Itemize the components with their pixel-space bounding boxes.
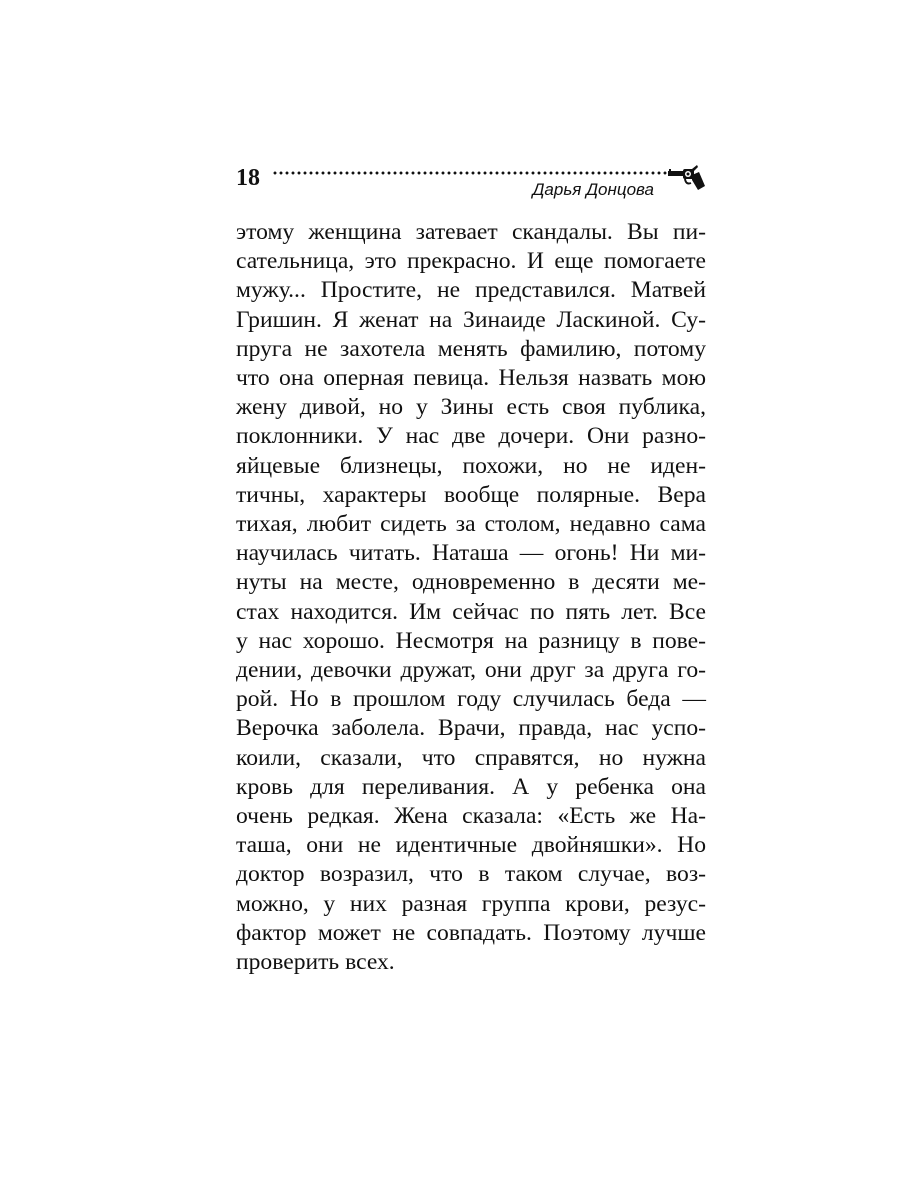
text-line: мужу... Простите, не представился. Матвей	[236, 277, 706, 304]
text-line: яйцевые близнецы, похожи, но не иден-	[236, 452, 706, 479]
text-line: кровь для переливания. А у ребенка она	[236, 773, 706, 800]
text-line: пруга не захотела менять фамилию, потому	[236, 335, 706, 362]
running-header	[236, 160, 706, 200]
text-line: нуты на месте, одновременно в десяти ме-	[236, 569, 706, 596]
text-line: Гришин. Я женат на Зинаиде Ласкиной. Су-	[236, 306, 706, 333]
page-number: 18	[236, 165, 260, 191]
text-line: Верочка заболела. Врачи, правда, нас успо-	[236, 715, 706, 742]
text-line: можно, у них разная группа крови, резус-	[236, 890, 706, 917]
text-line: поклонники. У нас две дочери. Они разно-	[236, 423, 706, 450]
text-line: тичны, характеры вообще полярные. Вера	[236, 481, 706, 508]
revolver-icon	[668, 164, 706, 192]
body-text	[236, 218, 706, 977]
text-line: рой. Но в прошлом году случилась беда —	[236, 686, 706, 713]
text-line: коили, сказали, что справятся, но нужна	[236, 744, 706, 771]
text-line: таша, они не идентичные двойняшки». Но	[236, 832, 706, 859]
author-name: Дарья Донцова	[532, 180, 654, 199]
text-line: очень редкая. Жена сказала: «Есть же На-	[236, 803, 706, 830]
text-line: доктор возразил, что в таком случае, воз-	[236, 861, 706, 888]
text-line: научилась читать. Наташа — огонь! Ни ми-	[236, 540, 706, 567]
text-line: стах находится. Им сейчас по пять лет. Все	[236, 598, 706, 625]
text-line: этому женщина затевает скандалы. Вы пи-	[236, 219, 706, 245]
text-line: сательница, это прекрасно. И еще помогаете	[236, 248, 706, 275]
text-line: дении, девочки дружат, они друг за друга го-	[236, 657, 706, 684]
text-line: что она оперная певица. Нельзя назвать мою	[236, 365, 706, 392]
text-line: проверить всех.	[236, 949, 395, 976]
text-line: у нас хорошо. Несмотря на разницу в пове-	[236, 627, 706, 654]
dotted-leader	[272, 171, 672, 175]
text-line: жену дивой, но у Зины есть своя публика,	[236, 394, 706, 421]
text-line: фактор может не совпадать. Поэтому лучше	[236, 919, 706, 946]
text-line: тихая, любит сидеть за столом, недавно сама	[236, 511, 706, 538]
